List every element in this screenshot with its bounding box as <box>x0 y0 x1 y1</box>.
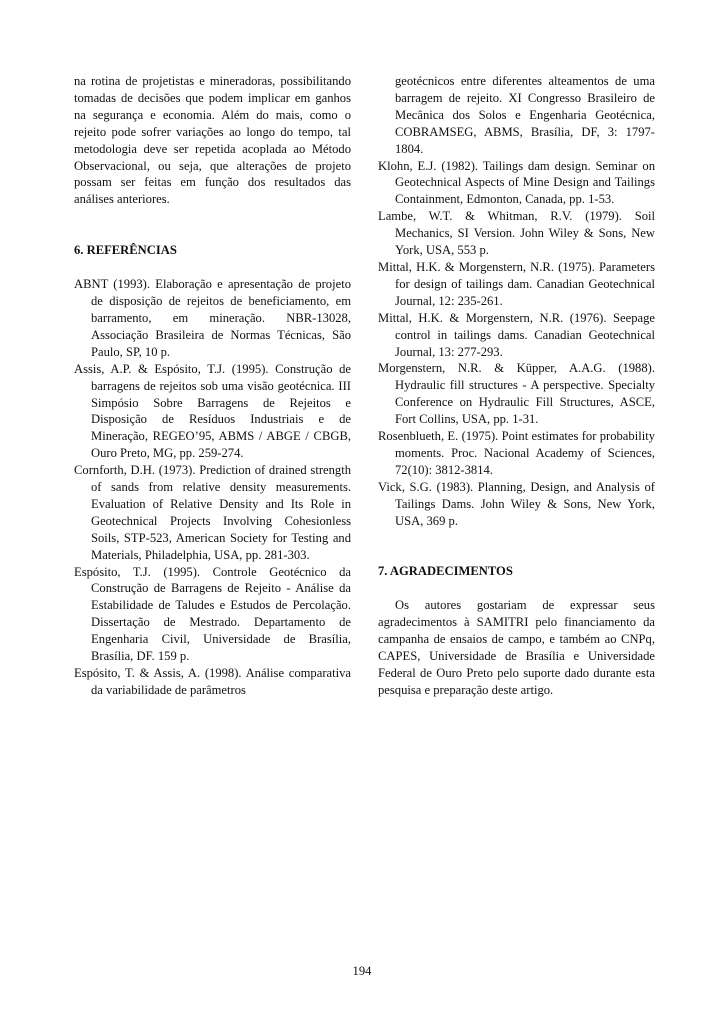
reference-item: Klohn, E.J. (1982). Tailings dam design. Seminar on Geotechnical Aspects of Mine Design and Tailings Containment, Edmonton, Canada, pp. 1-53. <box>378 158 655 207</box>
reference-item: Mittal, H.K. & Morgenstern, N.R. (1975). Parameters for design of tailings dam. Canadian Geotechnical Journal, 12: 235-261. <box>378 259 655 308</box>
intro-paragraph: na rotina de projetistas e mineradoras, possibilitando tomadas de decisões que podem implicar em ganhos na segurança e economia. Além do mais, como o rejeito pode sofrer variações ao longo do tempo, tal metodologia deve ser repetida acoplada ao Método Observacional, ou seja, que alterações de projeto possam ser feitas em função dos resultados das análises anteriores. <box>74 74 351 207</box>
acknowledgements-heading: 7. AGRADECIMENTOS <box>378 564 513 579</box>
reference-continuation: geotécnicos entre diferentes alteamentos de uma barragem de rejeito. XI Congresso Brasileiro de Mecânica dos Solos e Engenharia Geotécnica, COBRAMSEG, ABMS, Brasília, DF, 3: 1797-1804. <box>395 74 655 156</box>
page-number: 194 <box>352 964 372 978</box>
reference-item: Cornforth, D.H. (1973). Prediction of drained strength of sands from relative density measurements. Evaluation of Relative Density and Its Role in Geotechnical Projects Involving Cohesionless Soils, STP-523, American Society for Testing and Materials, Philadelphia, USA, pp. 281-303. <box>74 463 351 562</box>
reference-item: ABNT (1993). Elaboração e apresentação de projeto de disposição de rejeitos de beneficiamento, em barramento, em mineração. NBR-13028, Associação Brasileira de Normas Técnicas, São Paulo, SP, 10 p. <box>74 277 351 359</box>
reference-item: Assis, A.P. & Espósito, T.J. (1995). Construção de barragens de rejeitos sob uma visão geotécnica. III Simpósio Sobre Barragens de Rejeitos e Disposição de Resíduos Industriais e de Mineração, REGEO’95, ABMS / ABGE / CBGB, Ouro Preto, MG, pp. 259-274. <box>74 361 351 461</box>
right-column <box>378 73 655 699</box>
references-heading: 6. REFERÊNCIAS <box>74 243 177 258</box>
reference-item: Lambe, W.T. & Whitman, R.V. (1979). Soil Mechanics, SI Version. John Wiley & Sons, New York, USA, 553 p. <box>378 209 655 258</box>
reference-item: Mittal, H.K. & Morgenstern, N.R. (1976). Seepage control in tailings dams. Canadian Geotechnical Journal, 13: 277-293. <box>378 310 655 359</box>
left-column <box>74 73 351 699</box>
reference-item: Morgenstern, N.R. & Küpper, A.A.G. (1988). Hydraulic fill structures - A perspective. Specialty Conference on Hydraulic Fill Structures, ASCE, Fort Collins, USA, pp. 1-31. <box>378 361 655 427</box>
reference-item: Rosenblueth, E. (1975). Point estimates for probability moments. Proc. Nacional Academy of Sciences, 72(10): 3812-3814. <box>378 429 655 477</box>
reference-item: Espósito, T. & Assis, A. (1998). Análise comparativa da variabilidade de parâmetros <box>74 666 351 697</box>
acknowledgements-paragraph: Os autores gostariam de expressar seus agradecimentos à SAMITRI pelo financiamento da campanha de ensaios de campo, e também ao CNPq, CAPES, Universidade de Brasília e Universidade Federal de Ouro Preto pelo suporte dado durante esta pesquisa e preparação deste artigo. <box>378 598 655 697</box>
reference-item: Espósito, T.J. (1995). Controle Geotécnico da Construção de Barragens de Rejeito - Análise da Estabilidade de Taludes e Estudos de Percolação. Dissertação de Mestrado. Departamento de Engenharia Civil, Universidade de Brasília, Brasília, DF. 159 p. <box>74 564 351 664</box>
reference-item: Vick, S.G. (1983). Planning, Design, and Analysis of Tailings Dams. John Wiley & Sons, New York, USA, 369 p. <box>378 479 655 528</box>
